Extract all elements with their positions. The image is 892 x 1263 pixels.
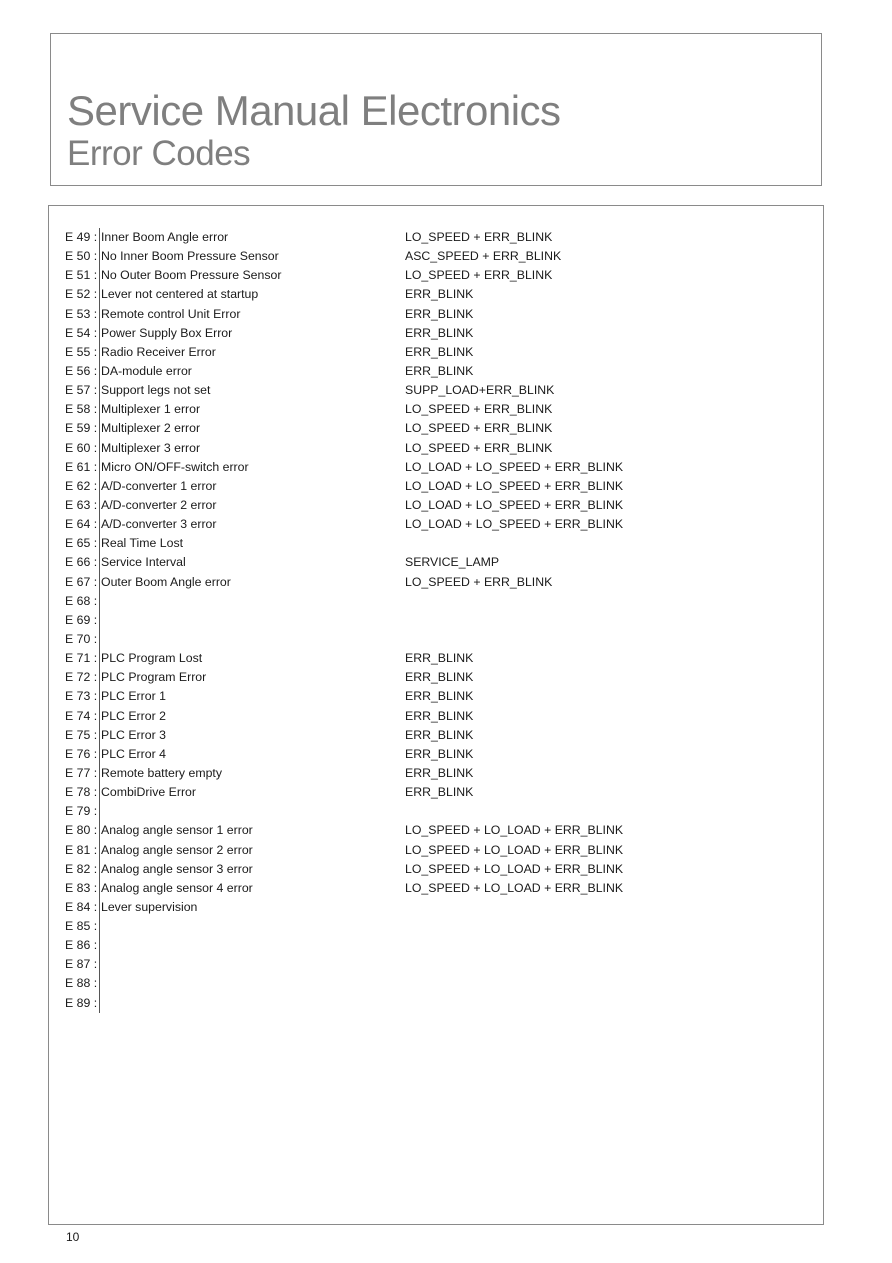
column-separator xyxy=(99,439,100,458)
column-separator xyxy=(99,707,100,726)
error-row xyxy=(65,707,805,726)
error-action: ERR_BLINK xyxy=(405,746,474,761)
error-description: Micro ON/OFF-switch error xyxy=(101,459,249,474)
error-code: E 64 : xyxy=(65,517,98,532)
column-separator xyxy=(99,726,100,745)
column-separator xyxy=(99,764,100,783)
error-action: ERR_BLINK xyxy=(405,325,474,340)
error-code: E 76 : xyxy=(65,746,98,761)
error-description: Remote battery empty xyxy=(101,765,222,780)
error-row xyxy=(65,726,805,745)
error-action: ERR_BLINK xyxy=(405,785,474,800)
error-code: E 89 : xyxy=(65,995,98,1010)
column-separator xyxy=(99,324,100,343)
error-code: E 60 : xyxy=(65,440,98,455)
column-separator xyxy=(99,994,100,1013)
error-action: LO_SPEED + ERR_BLINK xyxy=(405,268,553,283)
error-row xyxy=(65,477,805,496)
error-row xyxy=(65,324,805,343)
error-row xyxy=(65,611,805,630)
error-description: Outer Boom Angle error xyxy=(101,574,231,589)
column-separator xyxy=(99,496,100,515)
header-box xyxy=(50,33,822,186)
error-row xyxy=(65,400,805,419)
error-code: E 87 : xyxy=(65,957,98,972)
column-separator xyxy=(99,362,100,381)
error-description: Inner Boom Angle error xyxy=(101,230,229,244)
error-description: DA-module error xyxy=(101,363,192,378)
error-description: Lever supervision xyxy=(101,899,198,914)
error-code: E 83 : xyxy=(65,880,98,895)
error-description: Real Time Lost xyxy=(101,536,184,551)
error-action: ERR_BLINK xyxy=(405,306,474,321)
error-action: LO_SPEED + ERR_BLINK xyxy=(405,440,553,455)
error-description: PLC Error 4 xyxy=(101,746,166,761)
column-separator xyxy=(99,285,100,304)
column-separator xyxy=(99,573,100,592)
column-separator xyxy=(99,266,100,285)
error-code: E 59 : xyxy=(65,421,98,436)
error-code: E 79 : xyxy=(65,804,98,819)
error-code: E 63 : xyxy=(65,497,98,512)
page-number: 10 xyxy=(66,1230,80,1244)
error-row xyxy=(65,994,805,1013)
column-separator xyxy=(99,477,100,496)
column-separator xyxy=(99,228,100,247)
error-row xyxy=(65,974,805,993)
error-row xyxy=(65,917,805,936)
error-action: ERR_BLINK xyxy=(405,727,474,742)
error-row xyxy=(65,879,805,898)
error-action: ERR_BLINK xyxy=(405,765,474,780)
error-row xyxy=(65,936,805,955)
content-box xyxy=(48,205,824,1225)
error-code: E 75 : xyxy=(65,727,98,742)
error-action: LO_SPEED + ERR_BLINK xyxy=(405,421,553,436)
error-action: LO_SPEED + LO_LOAD + ERR_BLINK xyxy=(405,842,624,857)
error-code: E 49 : xyxy=(65,230,98,244)
error-row xyxy=(65,630,805,649)
error-row xyxy=(65,592,805,611)
error-row xyxy=(65,955,805,974)
error-description: Multiplexer 2 error xyxy=(101,421,201,436)
error-action: LO_SPEED + LO_LOAD + ERR_BLINK xyxy=(405,880,624,895)
error-code: E 62 : xyxy=(65,478,98,493)
error-row xyxy=(65,343,805,362)
error-code-list xyxy=(65,228,805,1013)
error-description: PLC Error 1 xyxy=(101,689,166,704)
error-row xyxy=(65,439,805,458)
error-row xyxy=(65,266,805,285)
column-separator xyxy=(99,458,100,477)
column-separator xyxy=(99,898,100,917)
column-separator xyxy=(99,630,100,649)
error-description: Analog angle sensor 3 error xyxy=(101,861,253,876)
error-description: Analog angle sensor 4 error xyxy=(101,880,253,895)
error-action: ERR_BLINK xyxy=(405,651,474,666)
column-separator xyxy=(99,400,100,419)
error-action: LO_SPEED + LO_LOAD + ERR_BLINK xyxy=(405,861,624,876)
error-row xyxy=(65,745,805,764)
error-row xyxy=(65,362,805,381)
error-action: LO_SPEED + ERR_BLINK xyxy=(405,402,553,417)
error-row xyxy=(65,458,805,477)
error-row xyxy=(65,841,805,860)
error-description: PLC Error 2 xyxy=(101,708,166,723)
column-separator xyxy=(99,687,100,706)
column-separator xyxy=(99,974,100,993)
column-separator xyxy=(99,592,100,611)
error-description: PLC Program Lost xyxy=(101,651,203,666)
error-row xyxy=(65,802,805,821)
error-description: Multiplexer 1 error xyxy=(101,402,201,417)
column-separator xyxy=(99,879,100,898)
error-code: E 82 : xyxy=(65,861,98,876)
error-row xyxy=(65,898,805,917)
error-action: ERR_BLINK xyxy=(405,670,474,685)
error-code: E 53 : xyxy=(65,306,98,321)
error-description: Support legs not set xyxy=(101,383,211,398)
column-separator xyxy=(99,745,100,764)
error-action: LO_SPEED + ERR_BLINK xyxy=(405,574,553,589)
page-subtitle: Error Codes xyxy=(67,134,251,173)
error-description: Radio Receiver Error xyxy=(101,344,216,359)
error-code: E 71 : xyxy=(65,651,98,666)
column-separator xyxy=(99,534,100,553)
error-row xyxy=(65,496,805,515)
error-row xyxy=(65,534,805,553)
column-separator xyxy=(99,841,100,860)
error-row xyxy=(65,668,805,687)
error-code: E 65 : xyxy=(65,536,98,551)
error-action: LO_LOAD + LO_SPEED + ERR_BLINK xyxy=(405,478,624,493)
error-code: E 72 : xyxy=(65,670,98,685)
error-code: E 67 : xyxy=(65,574,98,589)
error-row xyxy=(65,247,805,266)
error-action: ERR_BLINK xyxy=(405,287,474,302)
error-action: LO_LOAD + LO_SPEED + ERR_BLINK xyxy=(405,497,624,512)
error-description: Remote control Unit Error xyxy=(101,306,241,321)
error-description: Analog angle sensor 1 error xyxy=(101,823,253,838)
column-separator xyxy=(99,821,100,840)
error-row xyxy=(65,821,805,840)
error-code: E 85 : xyxy=(65,919,98,934)
error-action: ERR_BLINK xyxy=(405,708,474,723)
error-action: LO_LOAD + LO_SPEED + ERR_BLINK xyxy=(405,459,624,474)
error-action: SUPP_LOAD+ERR_BLINK xyxy=(405,383,555,398)
error-description: CombiDrive Error xyxy=(101,785,196,800)
error-description: PLC Program Error xyxy=(101,670,207,685)
error-code: E 57 : xyxy=(65,383,98,398)
error-code: E 74 : xyxy=(65,708,98,723)
error-code: E 55 : xyxy=(65,344,98,359)
error-row xyxy=(65,553,805,572)
column-separator xyxy=(99,515,100,534)
column-separator xyxy=(99,783,100,802)
column-separator xyxy=(99,936,100,955)
error-action: LO_SPEED + ERR_BLINK xyxy=(405,230,553,244)
column-separator xyxy=(99,305,100,324)
page-title: Service Manual Electronics xyxy=(67,87,561,134)
column-separator xyxy=(99,955,100,974)
error-code: E 81 : xyxy=(65,842,98,857)
error-row xyxy=(65,573,805,592)
error-code: E 50 : xyxy=(65,249,98,264)
error-action: LO_SPEED + LO_LOAD + ERR_BLINK xyxy=(405,823,624,838)
error-row xyxy=(65,381,805,400)
error-code: E 51 : xyxy=(65,268,98,283)
error-description: A/D-converter 2 error xyxy=(101,497,217,512)
column-separator xyxy=(99,802,100,821)
column-separator xyxy=(99,343,100,362)
column-separator xyxy=(99,860,100,879)
error-row xyxy=(65,228,805,247)
error-action: SERVICE_LAMP xyxy=(405,555,500,570)
error-action: LO_LOAD + LO_SPEED + ERR_BLINK xyxy=(405,517,624,532)
column-separator xyxy=(99,917,100,936)
error-row xyxy=(65,860,805,879)
error-row xyxy=(65,764,805,783)
error-description: Power Supply Box Error xyxy=(101,325,233,340)
error-action: ASC_SPEED + ERR_BLINK xyxy=(405,249,562,264)
error-code: E 78 : xyxy=(65,785,98,800)
error-row xyxy=(65,285,805,304)
error-code: E 88 : xyxy=(65,976,98,991)
error-code: E 56 : xyxy=(65,363,98,378)
error-code: E 86 : xyxy=(65,938,98,953)
error-code: E 77 : xyxy=(65,765,98,780)
error-description: Analog angle sensor 2 error xyxy=(101,842,253,857)
error-code: E 66 : xyxy=(65,555,98,570)
error-code: E 58 : xyxy=(65,402,98,417)
column-separator xyxy=(99,649,100,668)
column-separator xyxy=(99,381,100,400)
column-separator xyxy=(99,611,100,630)
error-description: A/D-converter 3 error xyxy=(101,517,217,532)
error-row xyxy=(65,783,805,802)
column-separator xyxy=(99,419,100,438)
error-code: E 61 : xyxy=(65,459,98,474)
error-code: E 69 : xyxy=(65,612,98,627)
column-separator xyxy=(99,668,100,687)
error-code: E 68 : xyxy=(65,593,98,608)
error-code: E 70 : xyxy=(65,631,98,646)
error-code: E 73 : xyxy=(65,689,98,704)
error-description: Service Interval xyxy=(101,555,186,570)
error-code: E 54 : xyxy=(65,325,98,340)
error-action: ERR_BLINK xyxy=(405,689,474,704)
error-description: Multiplexer 3 error xyxy=(101,440,201,455)
error-code: E 52 : xyxy=(65,287,98,302)
error-code: E 80 : xyxy=(65,823,98,838)
error-description: Lever not centered at startup xyxy=(101,287,259,302)
error-row xyxy=(65,649,805,668)
error-row xyxy=(65,305,805,324)
error-code: E 84 : xyxy=(65,899,98,914)
error-row xyxy=(65,515,805,534)
error-action: ERR_BLINK xyxy=(405,363,474,378)
error-row xyxy=(65,419,805,438)
column-separator xyxy=(99,247,100,266)
error-description: No Inner Boom Pressure Sensor xyxy=(101,249,279,264)
error-description: No Outer Boom Pressure Sensor xyxy=(101,268,282,283)
error-description: PLC Error 3 xyxy=(101,727,166,742)
column-separator xyxy=(99,553,100,572)
error-description: A/D-converter 1 error xyxy=(101,478,217,493)
error-row xyxy=(65,687,805,706)
error-action: ERR_BLINK xyxy=(405,344,474,359)
